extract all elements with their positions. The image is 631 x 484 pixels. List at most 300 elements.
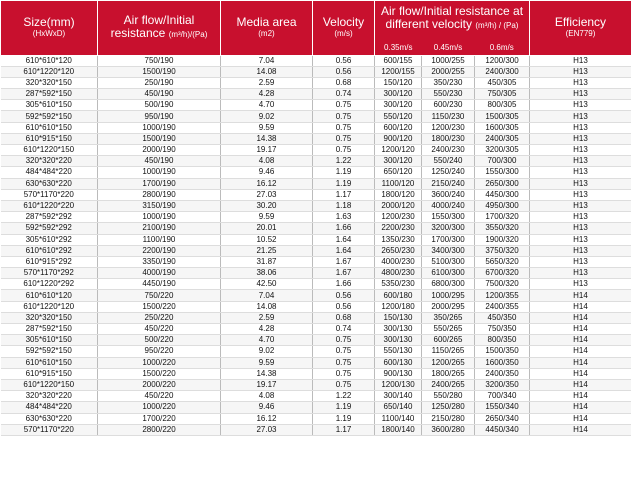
- cell-flow-035: 300/120: [375, 156, 422, 167]
- cell-flow-045: 1700/300: [422, 234, 475, 245]
- cell-flow-045: 1800/230: [422, 133, 475, 144]
- cell-size: 320*320*150: [1, 312, 98, 323]
- cell-efficiency: H13: [530, 100, 631, 111]
- table-row: [1, 346, 631, 357]
- cell-airflow: 950/190: [98, 111, 221, 122]
- cell-flow-045: 3600/280: [422, 424, 475, 435]
- cell-media-area: 4.28: [221, 89, 313, 100]
- header-media-label: Media area: [236, 15, 297, 30]
- header-airflow-label: Air flow/Initial: [123, 13, 195, 28]
- cell-flow-045: 550/265: [422, 324, 475, 335]
- cell-media-area: 2.59: [221, 77, 313, 88]
- cell-airflow: 2200/190: [98, 245, 221, 256]
- cell-flow-035: 900/130: [375, 368, 422, 379]
- cell-efficiency: H14: [530, 312, 631, 323]
- cell-media-area: 21.25: [221, 245, 313, 256]
- cell-velocity: 1.22: [313, 391, 375, 402]
- cell-flow-035: 900/120: [375, 133, 422, 144]
- cell-flow-035: 150/130: [375, 312, 422, 323]
- cell-size: 592*592*292: [1, 223, 98, 234]
- header-size-sub: (HxWxD): [32, 29, 66, 39]
- header-diff-label2: different velocity: [385, 17, 473, 32]
- cell-size: 287*592*292: [1, 212, 98, 223]
- cell-flow-035: 1800/120: [375, 189, 422, 200]
- cell-efficiency: H13: [530, 111, 631, 122]
- table-row: [1, 234, 631, 245]
- table-row: [1, 145, 631, 156]
- cell-airflow: 1000/220: [98, 357, 221, 368]
- cell-size: 305*610*150: [1, 100, 98, 111]
- cell-flow-06: 1200/355: [475, 290, 530, 301]
- cell-airflow: 2800/220: [98, 424, 221, 435]
- cell-media-area: 14.08: [221, 66, 313, 77]
- cell-media-area: 30.20: [221, 200, 313, 211]
- cell-velocity: 0.75: [313, 357, 375, 368]
- cell-flow-045: 2150/280: [422, 413, 475, 424]
- table-row: [1, 268, 631, 279]
- cell-efficiency: H14: [530, 335, 631, 346]
- cell-flow-045: 6800/300: [422, 279, 475, 290]
- cell-size: 320*320*220: [1, 391, 98, 402]
- header-diff-label: Air flow/Initial resistance at: [380, 4, 524, 19]
- cell-airflow: 2800/190: [98, 189, 221, 200]
- table-row: [1, 413, 631, 424]
- cell-size: 610*1220*120: [1, 66, 98, 77]
- cell-airflow: 1000/220: [98, 402, 221, 413]
- cell-flow-035: 1200/120: [375, 145, 422, 156]
- cell-velocity: 1.66: [313, 279, 375, 290]
- cell-size: 484*484*220: [1, 167, 98, 178]
- cell-flow-045: 1150/265: [422, 346, 475, 357]
- cell-flow-045: 1000/255: [422, 55, 475, 66]
- cell-efficiency: H13: [530, 77, 631, 88]
- cell-efficiency: H13: [530, 133, 631, 144]
- cell-media-area: 2.59: [221, 312, 313, 323]
- header-airflow-unit: (m³/h)/(Pa): [168, 30, 208, 40]
- cell-efficiency: H14: [530, 379, 631, 390]
- table-row: [1, 55, 631, 66]
- cell-media-area: 7.04: [221, 290, 313, 301]
- cell-velocity: 1.67: [313, 256, 375, 267]
- cell-flow-035: 2200/230: [375, 223, 422, 234]
- cell-airflow: 500/190: [98, 100, 221, 111]
- header-media-unit: (m2): [258, 29, 275, 39]
- cell-efficiency: H13: [530, 223, 631, 234]
- cell-media-area: 4.08: [221, 156, 313, 167]
- cell-airflow: 450/220: [98, 324, 221, 335]
- table-row: [1, 200, 631, 211]
- cell-flow-045: 600/230: [422, 100, 475, 111]
- cell-velocity: 0.74: [313, 89, 375, 100]
- header-efficiency: [530, 1, 631, 56]
- cell-flow-035: 1200/155: [375, 66, 422, 77]
- cell-efficiency: H14: [530, 413, 631, 424]
- cell-flow-06: 2400/355: [475, 301, 530, 312]
- header-size: [1, 1, 98, 56]
- cell-media-area: 9.59: [221, 122, 313, 133]
- cell-velocity: 1.19: [313, 178, 375, 189]
- cell-flow-035: 600/120: [375, 122, 422, 133]
- table-row: [1, 122, 631, 133]
- cell-flow-045: 1550/300: [422, 212, 475, 223]
- header-size-label: Size(mm): [23, 15, 75, 30]
- table-row: [1, 167, 631, 178]
- cell-airflow: 4450/190: [98, 279, 221, 290]
- cell-flow-06: 750/350: [475, 324, 530, 335]
- cell-flow-06: 3200/305: [475, 145, 530, 156]
- cell-size: 610*1220*220: [1, 200, 98, 211]
- header-velocity: [313, 1, 375, 56]
- cell-flow-045: 6100/300: [422, 268, 475, 279]
- cell-efficiency: H13: [530, 178, 631, 189]
- table-row: [1, 290, 631, 301]
- cell-size: 320*320*150: [1, 77, 98, 88]
- cell-flow-045: 1800/265: [422, 368, 475, 379]
- cell-flow-06: 2650/300: [475, 178, 530, 189]
- cell-flow-035: 2650/230: [375, 245, 422, 256]
- cell-flow-035: 1350/230: [375, 234, 422, 245]
- cell-flow-06: 6700/320: [475, 268, 530, 279]
- cell-flow-045: 2400/265: [422, 379, 475, 390]
- table-row: [1, 111, 631, 122]
- cell-airflow: 2000/220: [98, 379, 221, 390]
- cell-efficiency: H13: [530, 145, 631, 156]
- cell-efficiency: H14: [530, 346, 631, 357]
- cell-velocity: 0.75: [313, 346, 375, 357]
- cell-airflow: 1500/190: [98, 66, 221, 77]
- table-header: [1, 1, 631, 56]
- cell-flow-045: 600/265: [422, 335, 475, 346]
- cell-flow-06: 1500/305: [475, 111, 530, 122]
- cell-velocity: 1.63: [313, 212, 375, 223]
- cell-efficiency: H14: [530, 357, 631, 368]
- cell-size: 610*1220*292: [1, 279, 98, 290]
- cell-media-area: 38.06: [221, 268, 313, 279]
- cell-efficiency: H13: [530, 234, 631, 245]
- cell-size: 610*915*292: [1, 256, 98, 267]
- cell-flow-035: 600/130: [375, 357, 422, 368]
- cell-airflow: 250/220: [98, 312, 221, 323]
- cell-flow-045: 2400/230: [422, 145, 475, 156]
- cell-flow-06: 800/350: [475, 335, 530, 346]
- table-row: [1, 301, 631, 312]
- cell-airflow: 750/190: [98, 55, 221, 66]
- cell-size: 592*592*150: [1, 346, 98, 357]
- cell-size: 287*592*150: [1, 324, 98, 335]
- cell-velocity: 1.17: [313, 424, 375, 435]
- cell-media-area: 4.08: [221, 391, 313, 402]
- cell-flow-035: 600/180: [375, 290, 422, 301]
- cell-size: 610*915*150: [1, 133, 98, 144]
- cell-flow-045: 550/230: [422, 89, 475, 100]
- cell-airflow: 1100/190: [98, 234, 221, 245]
- cell-flow-035: 550/130: [375, 346, 422, 357]
- cell-efficiency: H13: [530, 189, 631, 200]
- cell-media-area: 7.04: [221, 55, 313, 66]
- table-row: [1, 89, 631, 100]
- cell-media-area: 9.02: [221, 111, 313, 122]
- cell-size: 610*610*120: [1, 290, 98, 301]
- cell-media-area: 27.03: [221, 424, 313, 435]
- cell-efficiency: H13: [530, 200, 631, 211]
- cell-flow-035: 650/120: [375, 167, 422, 178]
- header-airflow-label2: resistance: [110, 26, 166, 41]
- cell-flow-035: 300/130: [375, 324, 422, 335]
- cell-flow-06: 750/305: [475, 89, 530, 100]
- cell-velocity: 1.19: [313, 402, 375, 413]
- cell-flow-045: 1150/230: [422, 111, 475, 122]
- cell-efficiency: H13: [530, 89, 631, 100]
- cell-efficiency: H13: [530, 66, 631, 77]
- cell-flow-06: 1550/340: [475, 402, 530, 413]
- cell-flow-06: 700/340: [475, 391, 530, 402]
- cell-media-area: 14.38: [221, 133, 313, 144]
- cell-flow-035: 550/120: [375, 111, 422, 122]
- table-row: [1, 77, 631, 88]
- cell-flow-035: 600/155: [375, 55, 422, 66]
- cell-flow-035: 300/130: [375, 335, 422, 346]
- table-row: [1, 66, 631, 77]
- cell-flow-06: 4950/300: [475, 200, 530, 211]
- cell-media-area: 14.08: [221, 301, 313, 312]
- cell-velocity: 1.19: [313, 413, 375, 424]
- cell-size: 610*915*150: [1, 368, 98, 379]
- cell-flow-06: 3750/320: [475, 245, 530, 256]
- cell-media-area: 20.01: [221, 223, 313, 234]
- cell-flow-045: 3400/300: [422, 245, 475, 256]
- cell-flow-035: 1200/180: [375, 301, 422, 312]
- table-row: [1, 133, 631, 144]
- cell-efficiency: H14: [530, 424, 631, 435]
- cell-size: 305*610*292: [1, 234, 98, 245]
- cell-flow-06: 450/305: [475, 77, 530, 88]
- cell-size: 610*1220*120: [1, 301, 98, 312]
- cell-efficiency: H14: [530, 290, 631, 301]
- cell-efficiency: H14: [530, 402, 631, 413]
- cell-efficiency: H13: [530, 245, 631, 256]
- cell-flow-035: 1100/140: [375, 413, 422, 424]
- cell-size: 305*610*150: [1, 335, 98, 346]
- cell-media-area: 14.38: [221, 368, 313, 379]
- cell-flow-035: 4800/230: [375, 268, 422, 279]
- cell-airflow: 3350/190: [98, 256, 221, 267]
- cell-efficiency: H14: [530, 324, 631, 335]
- cell-efficiency: H14: [530, 391, 631, 402]
- cell-airflow: 500/220: [98, 335, 221, 346]
- cell-media-area: 9.46: [221, 402, 313, 413]
- cell-media-area: 4.70: [221, 100, 313, 111]
- header-eff-sub: (EN779): [565, 29, 596, 39]
- cell-flow-045: 2000/255: [422, 66, 475, 77]
- table-body: [1, 55, 631, 435]
- table-row: [1, 312, 631, 323]
- cell-airflow: 1500/190: [98, 133, 221, 144]
- cell-velocity: 1.17: [313, 189, 375, 200]
- cell-size: 610*1220*150: [1, 379, 98, 390]
- cell-size: 570*1170*220: [1, 424, 98, 435]
- cell-airflow: 2000/190: [98, 145, 221, 156]
- cell-flow-06: 1600/305: [475, 122, 530, 133]
- header-airflow: [98, 1, 221, 56]
- cell-velocity: 0.68: [313, 312, 375, 323]
- cell-velocity: 0.56: [313, 301, 375, 312]
- cell-efficiency: H14: [530, 368, 631, 379]
- cell-flow-035: 300/120: [375, 89, 422, 100]
- table-row: [1, 357, 631, 368]
- cell-velocity: 0.75: [313, 379, 375, 390]
- cell-efficiency: H13: [530, 268, 631, 279]
- cell-efficiency: H13: [530, 279, 631, 290]
- cell-flow-045: 1250/280: [422, 402, 475, 413]
- cell-flow-06: 4450/300: [475, 189, 530, 200]
- cell-airflow: 1000/190: [98, 167, 221, 178]
- cell-velocity: 1.22: [313, 156, 375, 167]
- cell-airflow: 250/190: [98, 77, 221, 88]
- cell-media-area: 42.50: [221, 279, 313, 290]
- cell-size: 610*1220*150: [1, 145, 98, 156]
- cell-airflow: 1700/220: [98, 413, 221, 424]
- cell-airflow: 1500/220: [98, 368, 221, 379]
- cell-media-area: 9.02: [221, 346, 313, 357]
- cell-flow-035: 2000/120: [375, 200, 422, 211]
- cell-media-area: 9.59: [221, 357, 313, 368]
- cell-velocity: 0.75: [313, 145, 375, 156]
- cell-airflow: 1000/190: [98, 122, 221, 133]
- cell-flow-045: 1200/230: [422, 122, 475, 133]
- cell-flow-06: 1550/300: [475, 167, 530, 178]
- cell-flow-045: 1000/295: [422, 290, 475, 301]
- cell-velocity: 1.64: [313, 234, 375, 245]
- table-row: [1, 256, 631, 267]
- header-velocity-unit: (m/s): [334, 29, 353, 39]
- cell-flow-045: 350/265: [422, 312, 475, 323]
- cell-velocity: 1.67: [313, 268, 375, 279]
- cell-flow-035: 650/140: [375, 402, 422, 413]
- cell-flow-035: 1200/130: [375, 379, 422, 390]
- cell-flow-045: 2000/295: [422, 301, 475, 312]
- cell-velocity: 0.56: [313, 66, 375, 77]
- cell-efficiency: H13: [530, 256, 631, 267]
- cell-flow-035: 1100/120: [375, 178, 422, 189]
- cell-size: 610*610*120: [1, 55, 98, 66]
- cell-media-area: 9.59: [221, 212, 313, 223]
- cell-flow-035: 150/120: [375, 77, 422, 88]
- cell-size: 592*592*150: [1, 111, 98, 122]
- table-row: [1, 178, 631, 189]
- cell-velocity: 0.56: [313, 290, 375, 301]
- cell-size: 630*630*220: [1, 413, 98, 424]
- table-row: [1, 335, 631, 346]
- cell-velocity: 0.75: [313, 368, 375, 379]
- cell-velocity: 1.66: [313, 223, 375, 234]
- header-diff: [375, 1, 530, 37]
- cell-flow-06: 2400/305: [475, 133, 530, 144]
- cell-flow-035: 5350/230: [375, 279, 422, 290]
- cell-airflow: 750/220: [98, 290, 221, 301]
- cell-size: 610*610*150: [1, 122, 98, 133]
- cell-efficiency: H13: [530, 156, 631, 167]
- cell-media-area: 4.70: [221, 335, 313, 346]
- cell-flow-06: 1500/350: [475, 346, 530, 357]
- cell-media-area: 16.12: [221, 413, 313, 424]
- cell-velocity: 1.18: [313, 200, 375, 211]
- cell-media-area: 10.52: [221, 234, 313, 245]
- cell-flow-06: 1600/350: [475, 357, 530, 368]
- cell-flow-06: 700/300: [475, 156, 530, 167]
- table-row: [1, 402, 631, 413]
- table-row: [1, 279, 631, 290]
- header-speed-045: 0.45m/s: [422, 37, 475, 56]
- cell-media-area: 4.28: [221, 324, 313, 335]
- cell-airflow: 3150/190: [98, 200, 221, 211]
- table-row: [1, 379, 631, 390]
- cell-flow-035: 4000/230: [375, 256, 422, 267]
- header-diff-unit: (m³/h) / (Pa): [475, 21, 519, 31]
- cell-airflow: 950/220: [98, 346, 221, 357]
- cell-size: 570*1170*292: [1, 268, 98, 279]
- table-row: [1, 391, 631, 402]
- cell-flow-06: 450/350: [475, 312, 530, 323]
- cell-media-area: 9.46: [221, 167, 313, 178]
- cell-velocity: 0.75: [313, 100, 375, 111]
- cell-size: 484*484*220: [1, 402, 98, 413]
- cell-flow-035: 1200/230: [375, 212, 422, 223]
- cell-flow-045: 3200/300: [422, 223, 475, 234]
- cell-flow-06: 1200/300: [475, 55, 530, 66]
- cell-flow-06: 2400/300: [475, 66, 530, 77]
- cell-airflow: 1700/190: [98, 178, 221, 189]
- cell-size: 610*610*292: [1, 245, 98, 256]
- cell-flow-045: 1200/265: [422, 357, 475, 368]
- cell-airflow: 450/220: [98, 391, 221, 402]
- cell-velocity: 0.74: [313, 324, 375, 335]
- cell-airflow: 450/190: [98, 156, 221, 167]
- cell-flow-035: 300/140: [375, 391, 422, 402]
- table-row: [1, 156, 631, 167]
- cell-flow-045: 4000/240: [422, 200, 475, 211]
- cell-airflow: 450/190: [98, 89, 221, 100]
- cell-media-area: 19.17: [221, 145, 313, 156]
- cell-velocity: 0.75: [313, 335, 375, 346]
- cell-size: 570*1170*220: [1, 189, 98, 200]
- cell-velocity: 0.68: [313, 77, 375, 88]
- cell-size: 610*610*150: [1, 357, 98, 368]
- cell-flow-06: 2650/340: [475, 413, 530, 424]
- cell-flow-045: 3600/240: [422, 189, 475, 200]
- header-velocity-label: Velocity: [322, 15, 365, 30]
- table-row: [1, 223, 631, 234]
- cell-flow-035: 1800/140: [375, 424, 422, 435]
- cell-velocity: 1.19: [313, 167, 375, 178]
- cell-flow-06: 800/305: [475, 100, 530, 111]
- header-speed-06: 0.6m/s: [475, 37, 530, 56]
- cell-flow-06: 3550/320: [475, 223, 530, 234]
- cell-efficiency: H13: [530, 212, 631, 223]
- cell-media-area: 27.03: [221, 189, 313, 200]
- table-row: [1, 212, 631, 223]
- header-speed-035: 0.35m/s: [375, 37, 422, 56]
- table-row: [1, 424, 631, 435]
- cell-flow-035: 300/120: [375, 100, 422, 111]
- table-row: [1, 324, 631, 335]
- cell-flow-06: 5650/320: [475, 256, 530, 267]
- cell-airflow: 2100/190: [98, 223, 221, 234]
- cell-flow-045: 5100/300: [422, 256, 475, 267]
- cell-velocity: 0.56: [313, 55, 375, 66]
- cell-flow-045: 1250/240: [422, 167, 475, 178]
- cell-airflow: 1500/220: [98, 301, 221, 312]
- cell-flow-06: 1900/320: [475, 234, 530, 245]
